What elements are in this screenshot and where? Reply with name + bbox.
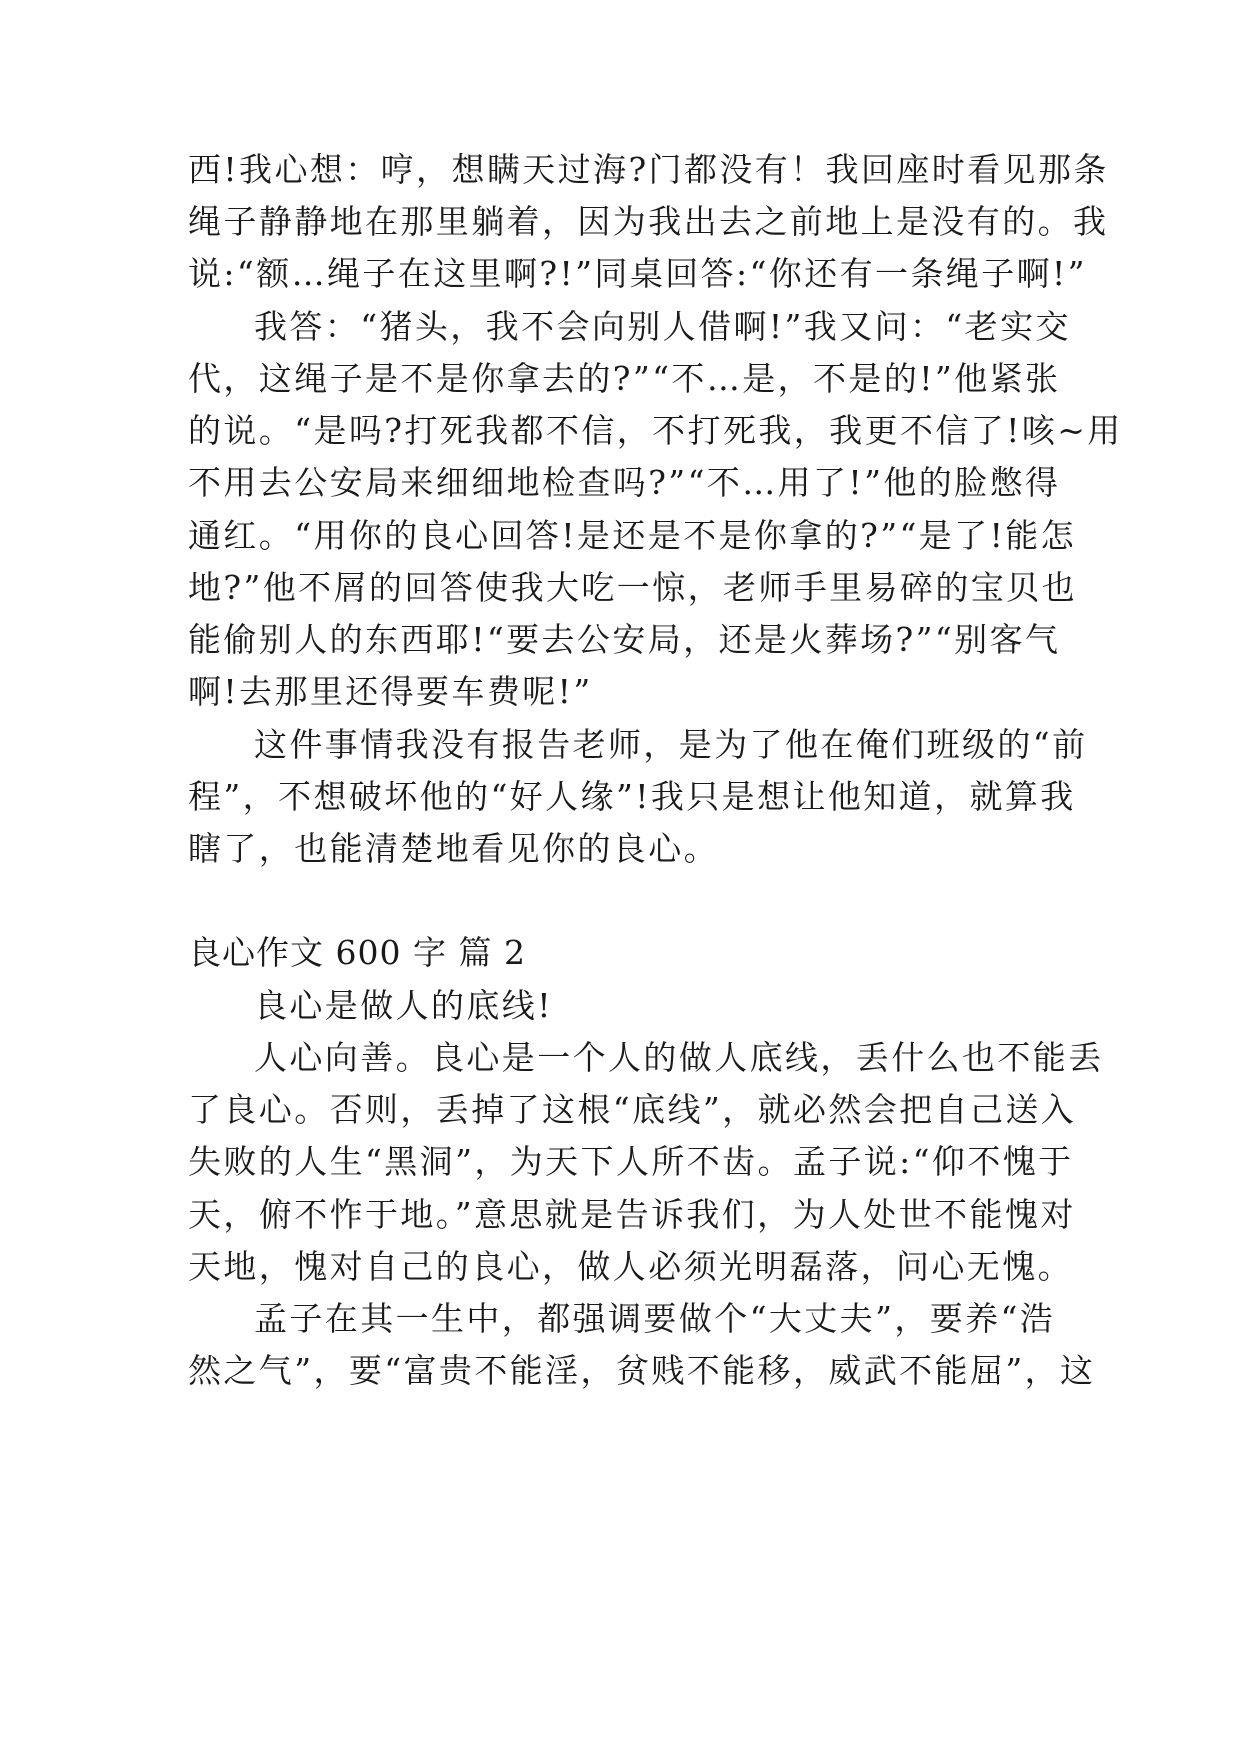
text-line: 失败的人生“黑洞”，为天下人所不齿。孟子说:“仰不愧于 <box>188 1142 1074 1181</box>
text-line: 能偷别人的东西耶!“要去公安局，还是火葬场?”“别客气 <box>188 620 1061 659</box>
text-line: 瞎了，也能清楚地看见你的良心。 <box>188 829 719 868</box>
text-line: 代，这绳子是不是你拿去的?”“不…是，不是的!”他紧张 <box>188 359 1061 398</box>
text-line: 天，俯不怍于地。”意思就是告诉我们，为人处世不能愧对 <box>188 1195 1076 1234</box>
text-line: 啊!去那里还得要车费呢!” <box>188 672 593 711</box>
text-line: 程”，不想破坏他的“好人缘”!我只是想让他知道，就算我 <box>188 777 1076 816</box>
text-line: 然之气”，要“富贵不能淫，贫贱不能移，威武不能屈”，这 <box>188 1351 1096 1390</box>
text-line: 通红。“用你的良心回答!是还是不是你拿的?”“是了!能怎 <box>188 516 1077 555</box>
text-line: 我答：“猪头，我不会向别人借啊!”我又问：“老实交 <box>254 307 1071 346</box>
text-line: 良心是做人的底线! <box>254 986 553 1025</box>
text-line: 了良心。否则，丢掉了这根“底线”，就必然会把自己送入 <box>188 1090 1077 1129</box>
text-line: 不用去公安局来细细地检查吗?”“不…用了!”他的脸憋得 <box>188 463 1061 502</box>
section-heading: 良心作文 600 字 篇 2 <box>188 933 526 972</box>
text-line: 地?”他不屑的回答使我大吃一惊，老师手里易碎的宝贝也 <box>188 568 1077 607</box>
text-line: 说:“额…绳子在这里啊?!”同桌回答:“你还有一条绳子啊!” <box>188 254 1087 293</box>
text-line: 天地，愧对自己的良心，做人必须光明磊落，问心无愧。 <box>188 1247 1073 1286</box>
text-line: 这件事情我没有报告老师，是为了他在俺们班级的“前 <box>254 725 1088 764</box>
text-line: 人心向善。良心是一个人的做人底线，丢什么也不能丢 <box>254 1038 1104 1077</box>
text-line: 绳子静静地在那里躺着，因为我出去之前地上是没有的。我 <box>188 202 1109 241</box>
text-line: 孟子在其一生中，都强调要做个“大丈夫”，要养“浩 <box>254 1299 1056 1338</box>
text-line: 西!我心想：哼，想瞒天过海?门都没有！我回座时看见那条 <box>188 150 1109 189</box>
text-line: 的说。“是吗?打死我都不信，不打死我，我更不信了!咳~用 <box>188 411 1123 450</box>
